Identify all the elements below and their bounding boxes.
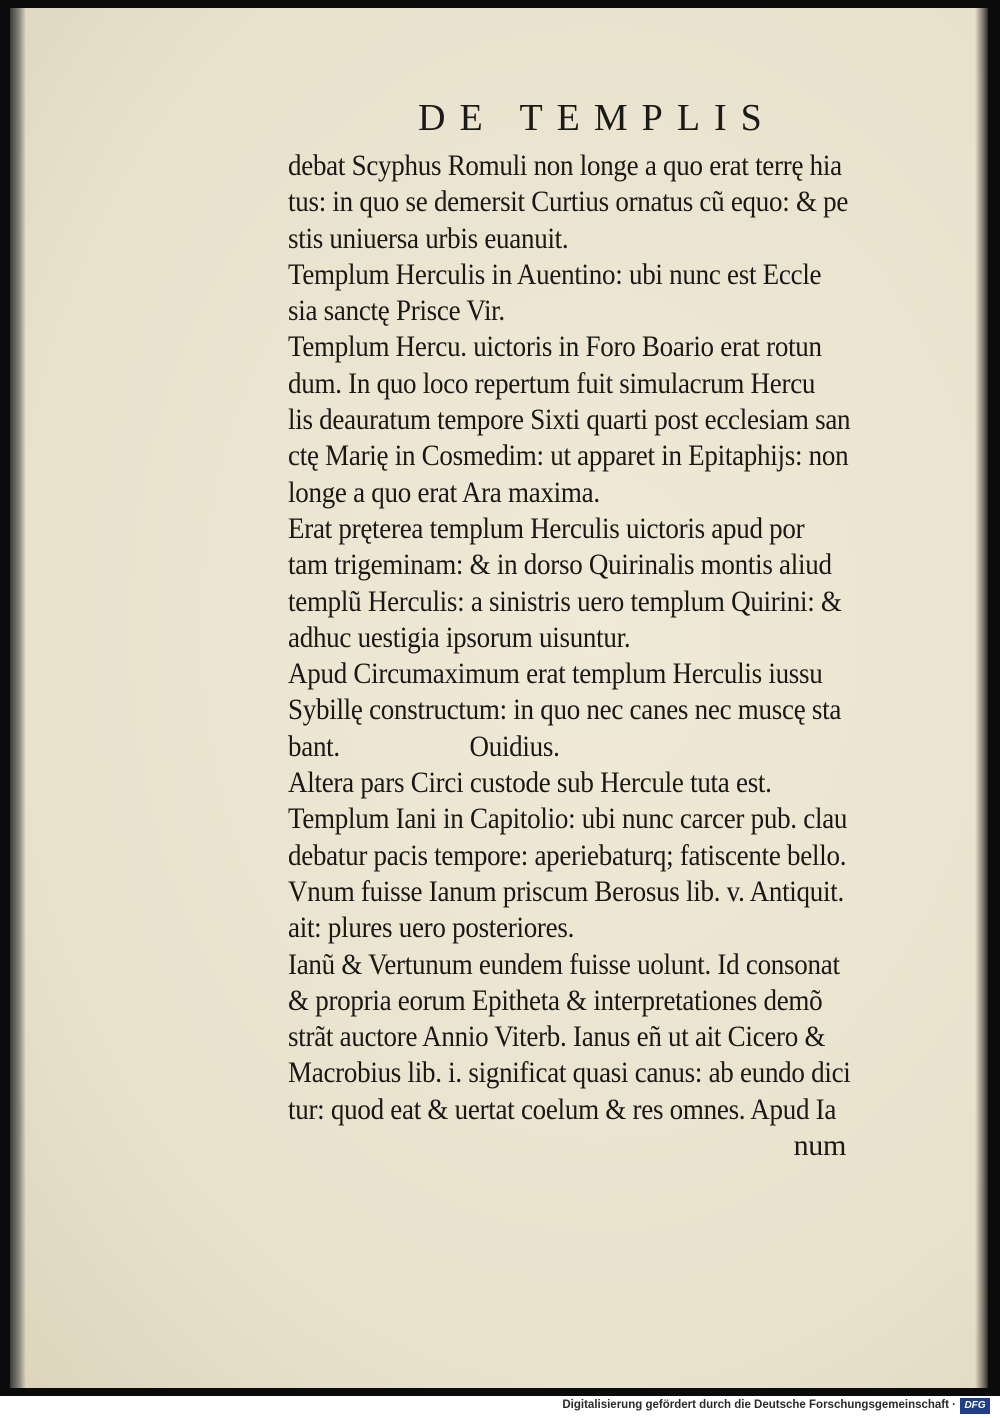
text-line: Templum Herculis in Auentino: ubi nunc est Eccle: [288, 257, 822, 291]
text-line: Templum Iani in Capitolio: ubi nunc carcer pub. clau: [288, 802, 848, 836]
text-line: tam trigeminam: & in dorso Quirinalis montis aliud: [288, 548, 832, 582]
text-line: tur: quod eat & uertat coelum & res omnes. Apud Ia: [288, 1092, 837, 1126]
text-line: ait: plures uero posteriores.: [288, 911, 575, 945]
text-line: templũ Herculis: a sinistris uero templum Quirini: &: [288, 584, 842, 618]
text-line: Vnum fuisse Ianum priscum Berosus lib. v. Antiquit.: [288, 874, 844, 908]
text-line: Sybillę constructum: in quo nec canes nec muscę sta: [288, 693, 842, 727]
page-gutter: [10, 8, 26, 1388]
text-line: Templum Hercu. uictoris in Foro Boario erat rotun: [288, 330, 822, 364]
dfg-logo: DFG: [960, 1398, 990, 1414]
running-header: DE TEMPLIS: [418, 97, 776, 139]
text-line: tus: in quo se demersit Curtius ornatus cũ equo: & pe: [288, 185, 849, 219]
text-line: longe a quo erat Ara maxima.: [288, 475, 600, 509]
text-line: stis uniuersa urbis euanuit.: [288, 221, 569, 255]
text-line: adhuc uestigia ipsorum uisuntur.: [288, 620, 631, 654]
text-line: Ianũ & Vertunum eundem fuisse uolunt. Id consonat: [288, 947, 840, 981]
catchword: num: [793, 1129, 846, 1163]
text-line: debatur pacis tempore: aperiebaturq; fatiscente bello.: [288, 838, 847, 872]
text-line: debat Scyphus Romuli non longe a quo erat terrę hia: [288, 149, 842, 182]
page-text: [288, 148, 918, 1164]
text-line: Altera pars Circi custode sub Hercule tuta est.: [288, 766, 772, 800]
text-line: strãt auctore Annio Viterb. Ianus eñ ut ait Cicero &: [288, 1020, 826, 1054]
text-line: Apud Circumaximum erat templum Herculis iussu: [288, 657, 823, 691]
text-line: dum. In quo loco repertum fuit simulacrum Hercu: [288, 366, 816, 400]
text-line: Erat pręterea templum Herculis uictoris apud por: [288, 511, 805, 545]
text-line: & propria eorum Epitheta & interpretationes demõ: [288, 983, 823, 1017]
funding-credit: Digitalisierung gefördert durch die Deutsche Forschungsgemeinschaft ·: [562, 1399, 956, 1411]
text-line: lis deauratum tempore Sixti quarti post ecclesiam san: [288, 403, 851, 437]
text-line: bant. Ouidius.: [288, 729, 560, 763]
page-edge: [975, 8, 988, 1388]
footer-bar: [0, 1396, 1000, 1418]
text-line: ctę Marię in Cosmedim: ut apparet in Epitaphijs: non: [288, 439, 849, 473]
text-line: Macrobius lib. i. significat quasi canus: ab eundo dici: [288, 1056, 851, 1090]
text-line: sia sanctę Prisce Vir.: [288, 294, 505, 328]
